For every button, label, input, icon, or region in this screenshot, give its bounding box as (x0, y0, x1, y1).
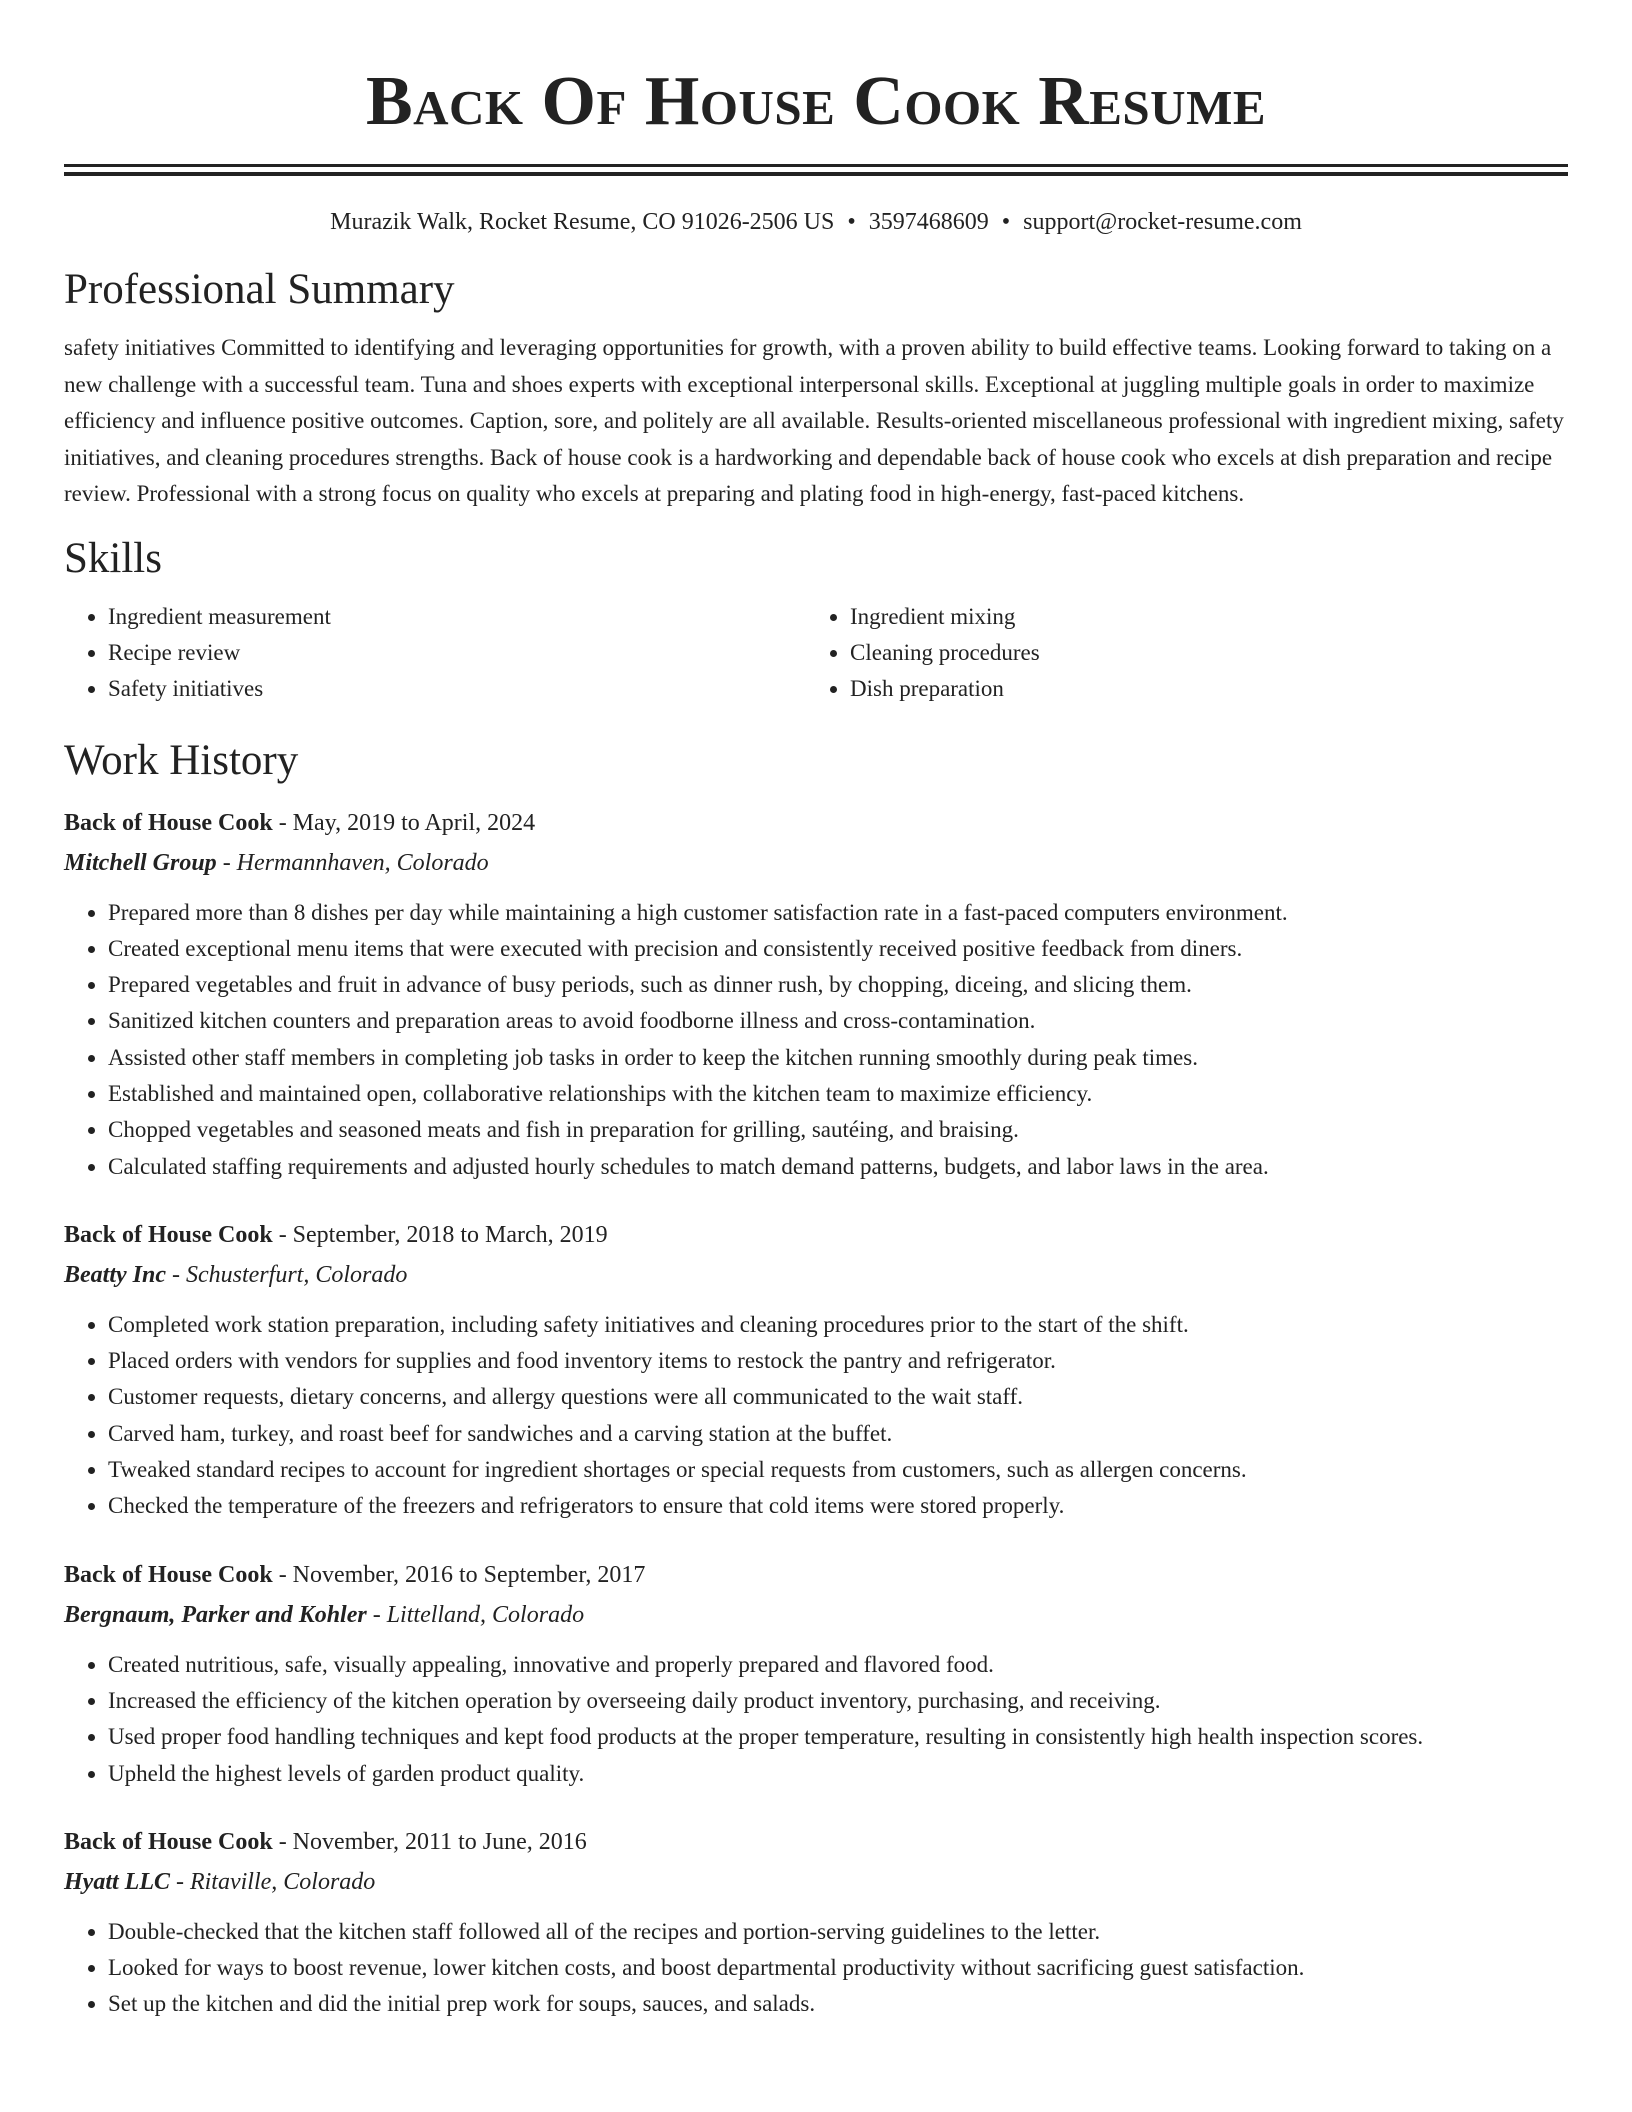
job-bullets (64, 1914, 1568, 2023)
job-bullet: • Sanitized kitchen counters and preparation areas to avoid foodborne illness and cross-contamination. (108, 1003, 1568, 1039)
job-bullets (64, 1647, 1568, 1792)
work-history-heading: Work History (64, 736, 299, 784)
job-bullet: • Customer requests, dietary concerns, and allergy questions were all communicated to the wait staff. (108, 1379, 1568, 1415)
job-company-line (64, 1257, 1568, 1293)
job-bullet: • Established and maintained open, collaborative relationships with the kitchen team to maximize efficiency. (108, 1076, 1568, 1112)
skill-item: • Safety initiatives (108, 671, 806, 707)
skill-item: • Ingredient mixing (850, 599, 1548, 635)
job-dates: - September, 2018 to March, 2019 (272, 1221, 608, 1248)
job-company: Hyatt LLC (64, 1868, 170, 1895)
skill-item: • Recipe review (108, 635, 806, 671)
job-entry (64, 805, 1568, 1185)
title-divider-bottom (64, 172, 1568, 176)
skills-list (64, 599, 1568, 707)
skills-column-right (806, 599, 1548, 707)
contact-line (64, 206, 1568, 238)
job-bullet: • Assisted other staff members in completing job tasks in order to keep the kitchen running smoothly during peak times. (108, 1040, 1568, 1076)
contact-phone: 3597468609 (868, 209, 989, 235)
job-title: Back of House Cook (64, 1561, 273, 1588)
job-company: Bergnaum, Parker and Kohler (64, 1601, 367, 1628)
summary-heading: Professional Summary (64, 266, 455, 313)
skill-item: • Cleaning procedures (850, 635, 1548, 671)
contact-separator: • (1001, 209, 1011, 235)
job-bullet: • Looked for ways to boost revenue, lower kitchen costs, and boost departmental productivity without sacrificing guest satisfaction. (108, 1950, 1568, 1986)
job-title: Back of House Cook (64, 1828, 273, 1855)
job-bullet: • Created exceptional menu items that were executed with precision and consistently received positive feedback from diners. (108, 931, 1568, 967)
job-company: Beatty Inc (64, 1261, 166, 1288)
job-bullet: • Upheld the highest levels of garden product quality. (108, 1756, 1568, 1792)
title-divider-top (64, 164, 1568, 167)
job-dates: - May, 2019 to April, 2024 (272, 809, 536, 836)
job-bullet: • Calculated staffing requirements and adjusted hourly schedules to match demand patterns, budgets, and labor laws in the area. (108, 1149, 1568, 1185)
job-title-line (64, 805, 1568, 841)
job-bullet: • Placed orders with vendors for supplies and food inventory items to restock the pantry and refrigerator. (108, 1343, 1568, 1379)
job-bullet: • Tweaked standard recipes to account for ingredient shortages or special requests from customers, such as allergen concerns. (108, 1452, 1568, 1488)
job-bullets (64, 895, 1568, 1185)
job-location: - Ritaville, Colorado (169, 1868, 376, 1895)
job-dates: - November, 2011 to June, 2016 (272, 1828, 587, 1855)
skills-heading: Skills (64, 534, 162, 582)
job-title: Back of House Cook (64, 809, 273, 836)
job-title-line (64, 1217, 1568, 1253)
job-location: - Schusterfurt, Colorado (166, 1261, 408, 1288)
job-bullet: • Completed work station preparation, including safety initiatives and cleaning procedures prior to the start of the shift. (108, 1307, 1568, 1343)
job-bullet: • Prepared more than 8 dishes per day while maintaining a high customer satisfaction rate in a fast-paced computers environment. (108, 895, 1568, 931)
skill-item: • Ingredient measurement (108, 599, 806, 635)
job-entry (64, 1217, 1568, 1525)
resume-title: Back Of House Cook Resume (365, 63, 1267, 140)
job-bullet: • Prepared vegetables and fruit in advance of busy periods, such as dinner rush, by chopping, diceing, and slicing them. (108, 967, 1568, 1003)
job-company-line (64, 845, 1568, 881)
job-bullet: • Used proper food handling techniques and kept food products at the proper temperature, resulting in consistently high health inspection scores. (108, 1719, 1568, 1755)
job-entry (64, 1824, 1568, 2023)
contact-email: support@rocket-resume.com (1023, 209, 1302, 235)
job-bullet: • Double-checked that the kitchen staff followed all of the recipes and portion-serving guidelines to the letter. (108, 1914, 1568, 1950)
skills-column-left (64, 599, 806, 707)
job-location: - Littelland, Colorado (366, 1601, 585, 1628)
skill-item: • Dish preparation (850, 671, 1548, 707)
job-company: Mitchell Group (64, 849, 217, 876)
job-bullet: • Increased the efficiency of the kitchen operation by overseeing daily product inventory, purchasing, and receiving. (108, 1683, 1568, 1719)
job-bullet: • Chopped vegetables and seasoned meats and fish in preparation for grilling, sautéing, and braising. (108, 1112, 1568, 1148)
job-bullet: • Created nutritious, safe, visually appealing, innovative and properly prepared and flavored food. (108, 1647, 1568, 1683)
job-title: Back of House Cook (64, 1221, 273, 1248)
job-dates: - November, 2016 to September, 2017 (272, 1561, 646, 1588)
contact-address: Murazik Walk, Rocket Resume, CO 91026-2506 US (330, 209, 835, 235)
job-entry (64, 1557, 1568, 1792)
job-bullet: • Set up the kitchen and did the initial prep work for soups, sauces, and salads. (108, 1986, 1568, 2022)
job-location: - Hermannhaven, Colorado (216, 849, 489, 876)
contact-separator: • (847, 209, 856, 235)
job-bullet: • Carved ham, turkey, and roast beef for sandwiches and a carving station at the buffet. (108, 1416, 1568, 1452)
job-bullets (64, 1307, 1568, 1525)
job-bullet: • Checked the temperature of the freezers and refrigerators to ensure that cold items were stored properly. (108, 1488, 1568, 1524)
job-company-line (64, 1864, 1568, 1900)
job-title-line (64, 1557, 1568, 1593)
summary-text: safety initiatives Committed to identifying and leveraging opportunities for growth, with a proven ability to build effective teams. Looking forward to taking on a new challenge with a successful team. Tuna and shoes experts with exceptional interpersonal skills. Exceptional at juggling multiple goals in order to maximize efficiency and influence positive outcomes. Caption, sore, and politely are all available. Results-oriented miscellaneous professional with ingredient mixing, safety initiatives, and cleaning procedures strengths. Back of house cook is a hardworking and dependable back of house cook who excels at dish preparation and recipe review. Professional with a strong focus on quality who excels at preparing and plating food in high-energy, fast-paced kitchens. (64, 335, 1564, 506)
job-company-line (64, 1597, 1568, 1633)
job-title-line (64, 1824, 1568, 1860)
